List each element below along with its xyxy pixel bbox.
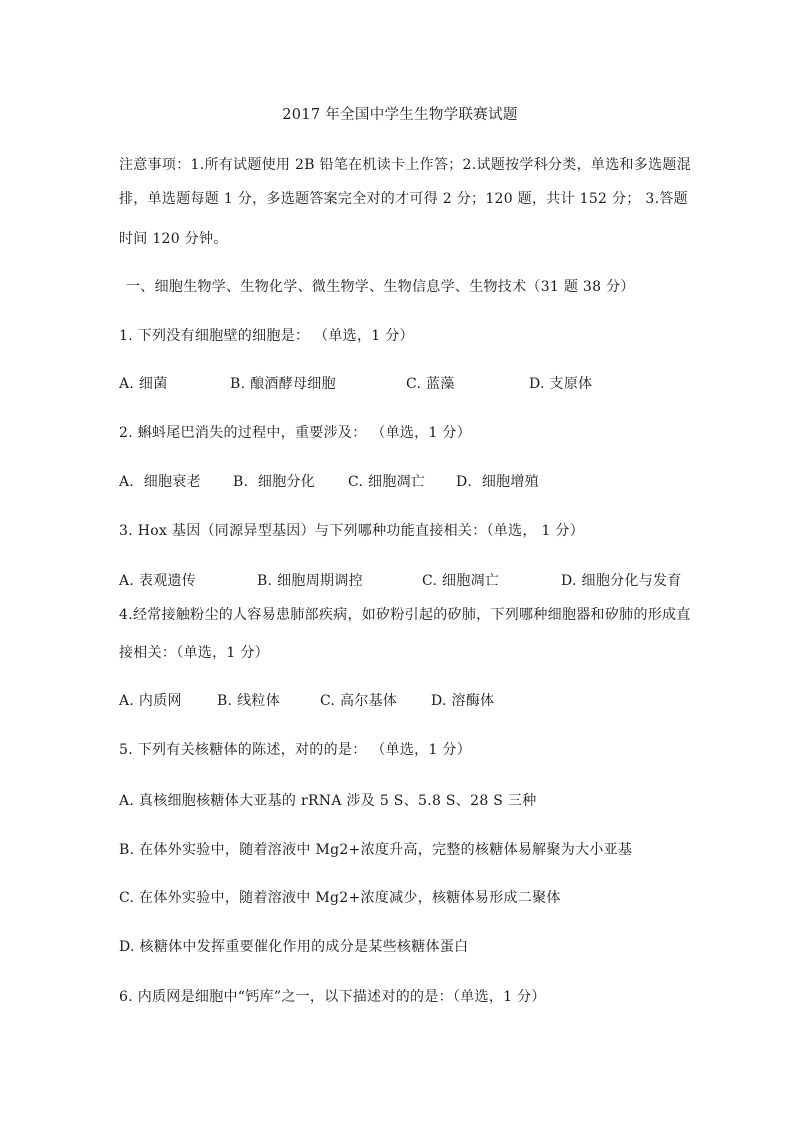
q1-option-d: D. 支原体 [529,376,593,392]
page-title: 2017 年全国中学生生物学联赛试题 [282,107,518,123]
notice-line-2: 排，单选题每题 1 分，多选题答案完全对的才可得 2 分；120 题，共计 152 分； 3.答题 [119,191,688,207]
q1-option-c: C. 蓝藻 [406,376,455,392]
question-1-stem: 1. 下列没有细胞壁的细胞是： （单选，1 分） [119,328,414,344]
q2-option-a: A．细胞衰老 [119,474,201,490]
question-3-stem: 3. Hox 基因（同源异型基因）与下列哪种功能直接相关：（单选， 1 分） [119,523,584,539]
q5-option-a: A. 真核细胞核糖体大亚基的 rRNA 涉及 5 S、5.8 S、28 S 三种 [119,793,537,809]
q5-option-b: B. 在体外实验中，随着溶液中 Mg2+浓度升高，完整的核糖体易解聚为大小亚基 [119,842,633,858]
q1-option-b: B. 酿酒酵母细胞 [230,376,336,392]
q2-option-c: C. 细胞凋亡 [348,474,426,490]
q4-option-a: A. 内质网 [119,693,182,709]
q3-option-a: A. 表观遗传 [119,573,197,589]
q2-option-b: B．细胞分化 [233,474,316,490]
question-4-stem-line-1: 4.经常接触粉尘的人容易患肺部疾病，如矽粉引起的矽肺，下列哪种细胞器和矽肺的形成直 [119,607,691,623]
q3-option-d: D. 细胞分化与发育 [561,573,682,589]
notice-line-3: 时间 120 分钟。 [119,231,228,247]
question-2-stem: 2. 蝌蚪尾巴消失的过程中，重要涉及： （单选，1 分） [119,425,472,441]
q4-option-d: D. 溶酶体 [431,693,495,709]
section-heading: 一、细胞生物学、生物化学、微生物学、生物信息学、生物技术（31 题 38 分） [126,279,635,295]
q3-option-c: C. 细胞凋亡 [422,573,500,589]
question-5-stem: 5. 下列有关核糖体的陈述，对的的是： （单选，1 分） [119,742,472,758]
q1-option-a: A. 细菌 [119,376,168,392]
q4-option-b: B. 线粒体 [217,693,280,709]
question-6-stem: 6. 内质网是细胞中“钙库”之一，以下描述对的的是：（单选，1 分） [119,989,546,1005]
q3-option-b: B. 细胞周期调控 [257,573,363,589]
q5-option-c: C. 在体外实验中，随着溶液中 Mg2+浓度减少，核糖体易形成二聚体 [119,890,561,906]
q2-option-d: D．细胞增殖 [456,474,540,490]
q5-option-d: D. 核糖体中发挥重要催化作用的成分是某些核糖体蛋白 [119,939,469,955]
question-4-stem-line-2: 接相关：（单选，1 分） [119,645,269,661]
q4-option-c: C. 高尔基体 [320,693,398,709]
notice-line-1: 注意事项：1.所有试题使用 2B 铅笔在机读卡上作答；2.试题按学科分类，单选和多选题混 [119,157,692,173]
